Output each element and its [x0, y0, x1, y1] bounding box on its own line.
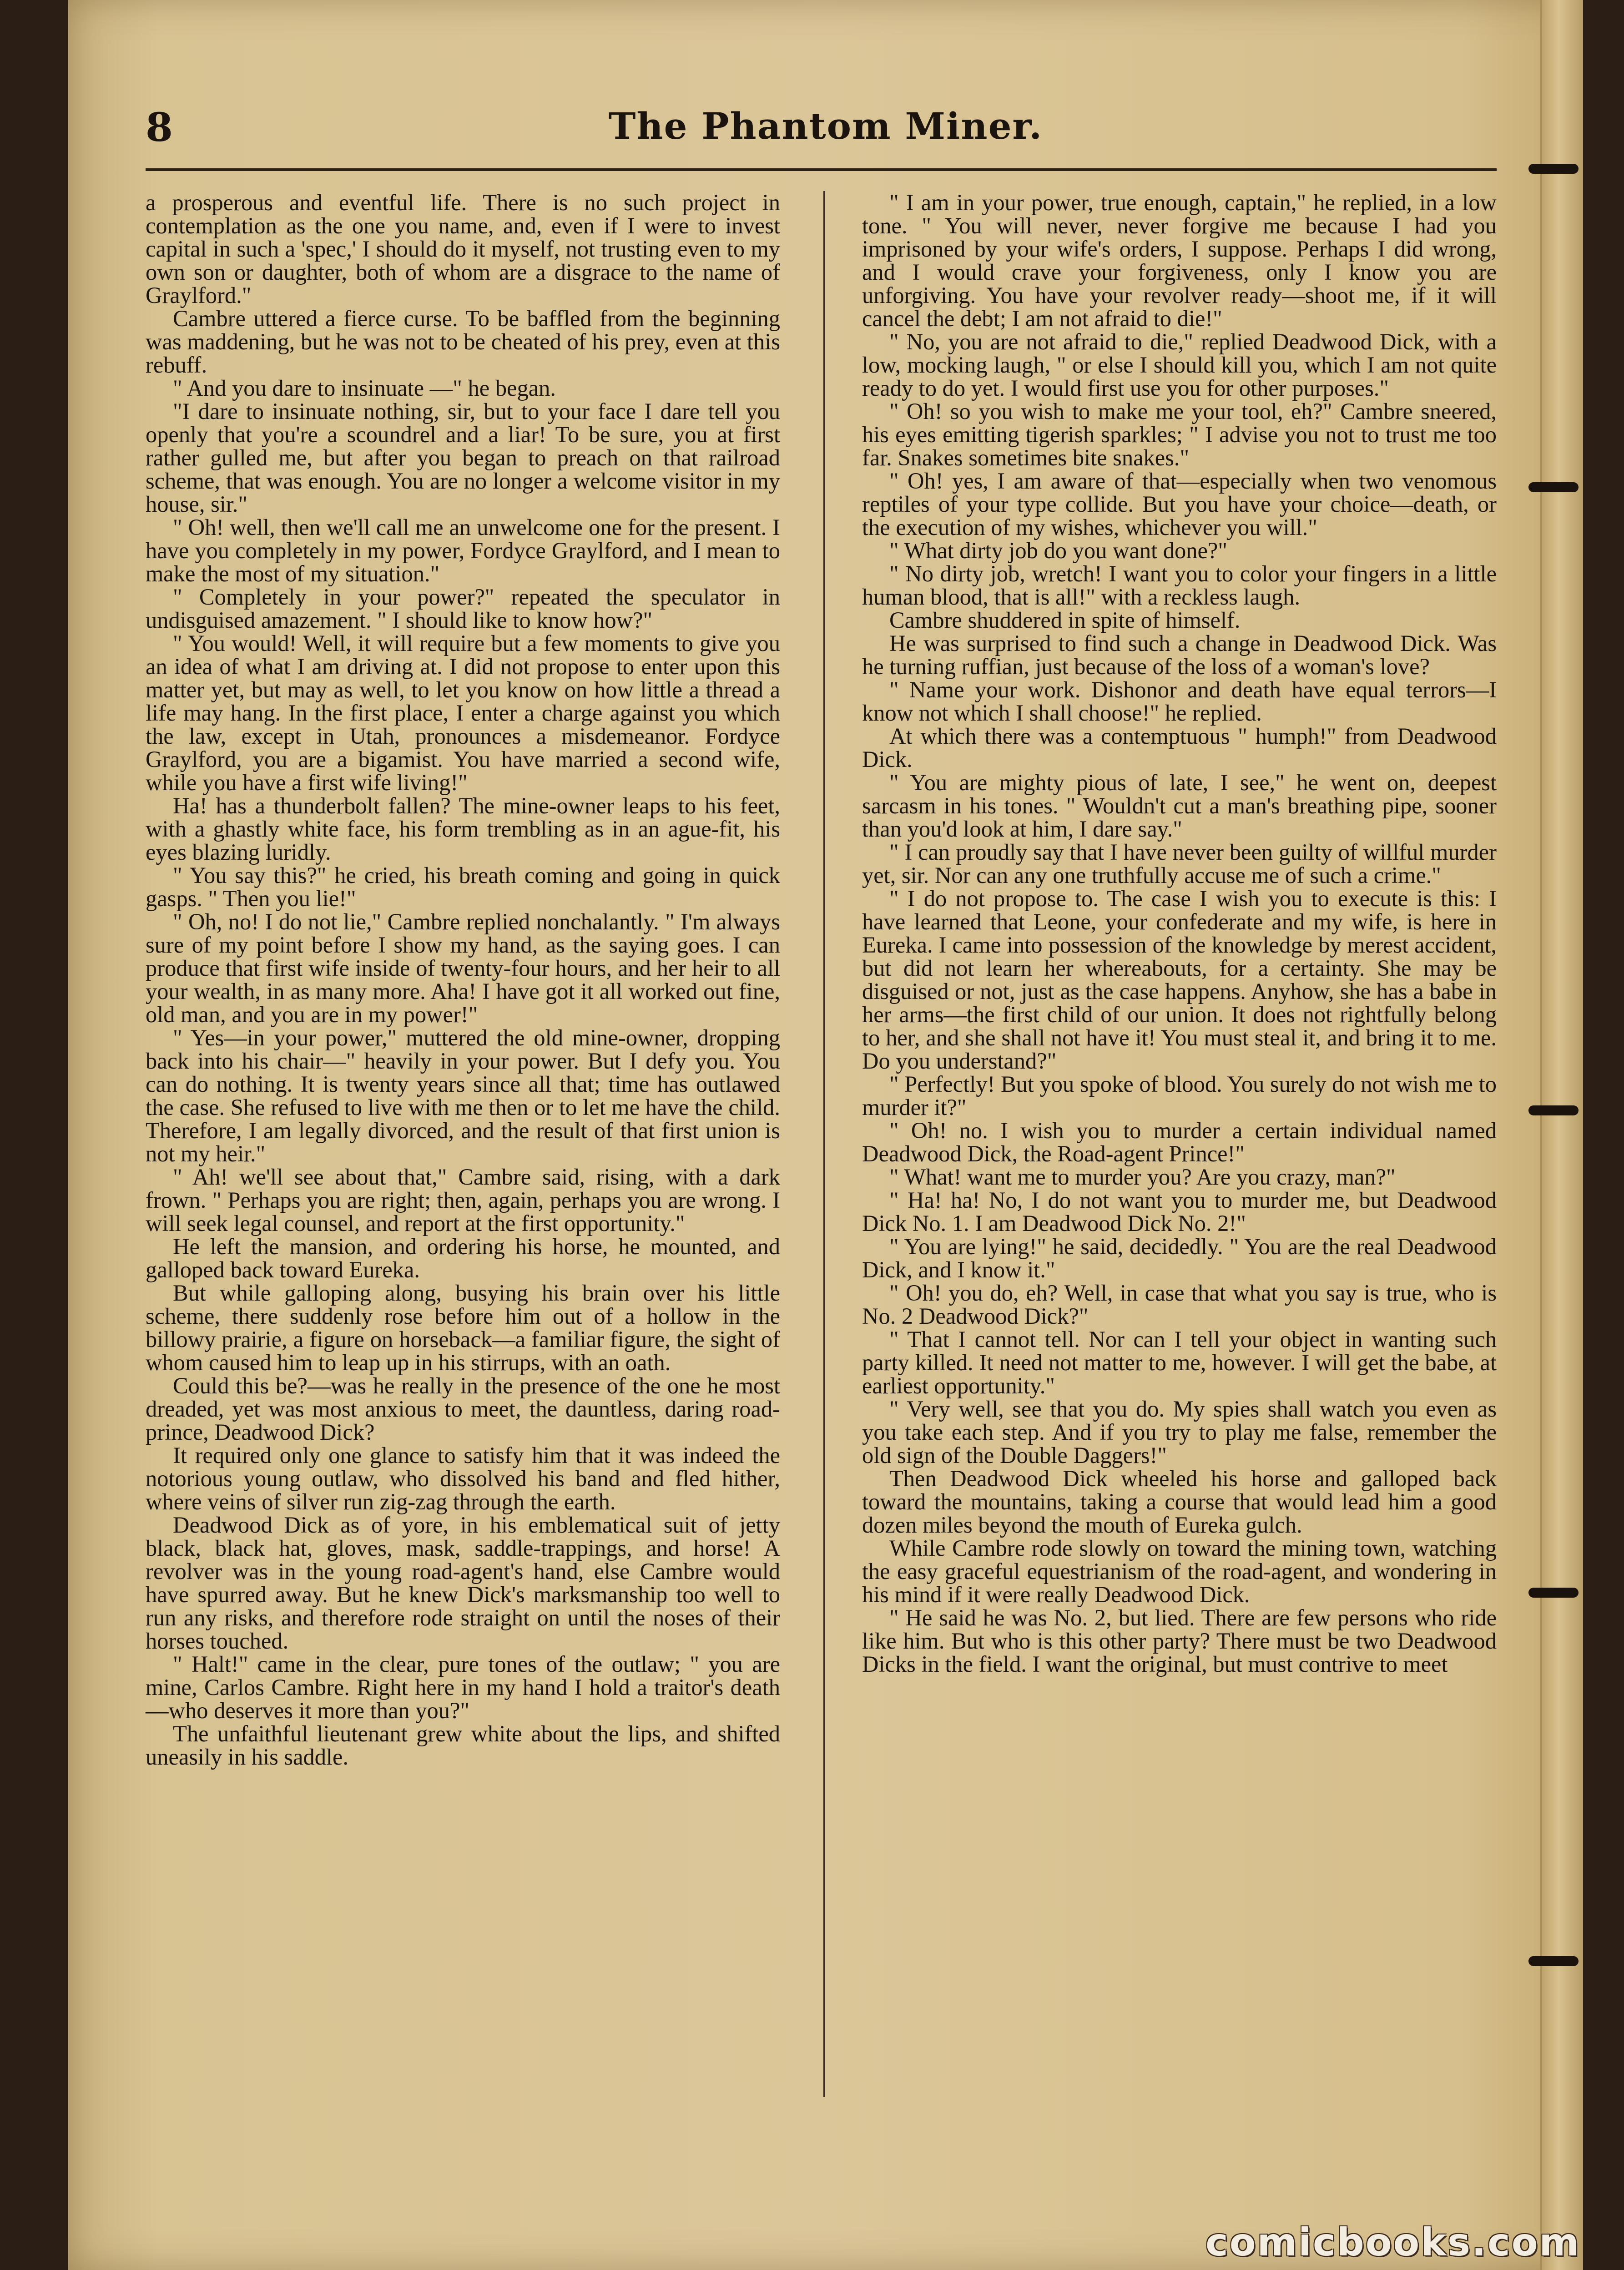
paragraph: " You are lying!" he said, decidedly. " You are the real Deadwood Dick, and I know it.": [862, 1234, 1497, 1282]
page-header: [68, 105, 1583, 159]
paragraph: " Ha! ha! No, I do not want you to murder me, but Deadwood Dick No. 1. I am Deadwood Dick No. 2!": [862, 1187, 1497, 1236]
paragraph: " What! want me to murder you? Are you crazy, man?": [889, 1164, 1396, 1190]
paragraph: While Cambre rode slowly on toward the mining town, watching the easy graceful equestrianism of the road-agent, and wondering in his mind if it were really Deadwood Dick.: [862, 1535, 1497, 1607]
paragraph: " I am in your power, true enough, captain," he replied, in a low tone. " You will never, never forgive me because I had you imprisoned by your wife's orders, I suppose. Perhaps I did wrong, and I would crave your forgiveness, only I know you are unforgiving. You have your revolver ready—shoot me, if it will cancel the debt; I am not afraid to die!": [862, 190, 1497, 331]
paragraph: " You are mighty pious of late, I see," he went on, deepest sarcasm in his tones. " Wouldn't cut a man's breathing pipe, sooner than you'd look at him, I dare say.": [862, 770, 1497, 842]
paragraph: Cambre shuddered in spite of himself.: [889, 607, 1241, 633]
column-divider: [823, 191, 825, 2097]
paragraph: It required only one glance to satisfy him that it was indeed the notorious young outlaw, who dissolved his band and fled hither, where veins of silver run zig-zag through the earth.: [146, 1443, 780, 1514]
header-rule: [146, 168, 1497, 171]
paragraph: The unfaithful lieutenant grew white about the lips, and shifted uneasily in his saddle.: [146, 1721, 780, 1770]
paragraph: a prosperous and eventful life. There is no such project in contemplation as the one you name, and, even if I were to invest capital in such a 'spec,' I should do it myself, not trusting even to my own son or daughter, both of whom are a disgrace to the name of Graylford.": [146, 190, 780, 308]
paragraph: " You say this?" he cried, his breath coming and going in quick gasps. " Then you lie!": [146, 863, 780, 911]
paragraph: " What dirty job do you want done?": [889, 538, 1227, 563]
paragraph: He left the mansion, and ordering his horse, he mounted, and galloped back toward Eureka.: [146, 1234, 780, 1282]
paragraph: " Very well, see that you do. My spies shall watch you even as you take each step. And if you try to play me false, remember the old sign of the Double Daggers!": [862, 1396, 1497, 1468]
binding-stitch: [1528, 164, 1579, 174]
paragraph: Deadwood Dick as of yore, in his emblematical suit of jetty black, black hat, gloves, mask, saddle-trappings, and horse! A revolver was in the young road-agent's hand, else Cambre would have spurred away. But he knew Dick's marksmanship too well to run any risks, and therefore rode straight on until the noses of their horses touched.: [146, 1512, 780, 1654]
paragraph: " I do not propose to. The case I wish you to execute is this: I have learned that Leone, your confederate and my wife, is here in Eureka. I came into possession of the knowledge by merest accident, but did not learn her whereabouts, for a certainty. She may be disguised or not, just as the case happens. Anyhow, she has a babe in her arms—the first child of our union. It does not rightfully belong to her, and she shall not have it! You must steal it, and bring it to me. Do you understand?": [862, 886, 1497, 1074]
left-text-column: [146, 191, 780, 1769]
right-text-column: [862, 191, 1497, 1676]
paragraph: "I dare to insinuate nothing, sir, but to your face I dare tell you openly that you're a scoundrel and a liar! To be sure, you at first rather gulled me, but after you began to preach on that railroad scheme, that was enough. You are no longer a welcome visitor in my house, sir.": [146, 399, 780, 517]
paragraph: " And you dare to insinuate —" he began.: [173, 375, 556, 401]
paragraph: " He said he was No. 2, but lied. There are few persons who ride like him. But who is this other party? There must be two Deadwood Dicks in the field. I want the original, but must contrive to meet: [862, 1605, 1497, 1677]
paragraph: " Perfectly! But you spoke of blood. You surely do not wish me to murder it?": [862, 1071, 1497, 1120]
paragraph: " I can proudly say that I have never been guilty of willful murder yet, sir. Nor can any one truthfully accuse me of such a crime.": [862, 839, 1497, 888]
paragraph: Ha! has a thunderbolt fallen? The mine-owner leaps to his feet, with a ghastly white face, his form trembling as in an ague-fit, his eyes blazing luridly.: [146, 793, 780, 865]
paragraph: " Oh! you do, eh? Well, in case that what you say is true, who is No. 2 Deadwood Dick?": [862, 1280, 1497, 1329]
paragraph: Then Deadwood Dick wheeled his horse and galloped back toward the mountains, taking a course that would lead him a good dozen miles beyond the mouth of Eureka gulch.: [862, 1466, 1497, 1538]
magazine-page: [68, 0, 1583, 2270]
paragraph: " Ah! we'll see about that," Cambre said, rising, with a dark frown. " Perhaps you are right; then, again, perhaps you are wrong. I will seek legal counsel, and report at the first opportunity.": [146, 1164, 780, 1236]
paragraph: But while galloping along, busying his brain over his little scheme, there suddenly rose before him out of a hollow in the billowy prairie, a figure on horseback—a familiar figure, the sight of whom caused him to leap up in his stirrups, with an oath.: [146, 1280, 780, 1375]
watermark-logo: comicbooks.com: [1205, 2220, 1580, 2265]
paragraph: " Yes—in your power," muttered the old mine-owner, dropping back into his chair—" heavily in your power. But I defy you. You can do nothing. It is twenty years since all that; time has outlawed the case. She refused to live with me then or to let me have the child. Therefore, I am legally divorced, and the result of that first union is not my heir.": [146, 1025, 780, 1166]
paragraph: " Halt!" came in the clear, pure tones of the outlaw; " you are mine, Carlos Cambre. Right here in my hand I hold a traitor's death—who deserves it more than you?": [146, 1651, 780, 1723]
paragraph: " Oh! well, then we'll call me an unwelcome one for the present. I have you completely in my power, Fordyce Graylford, and I mean to make the most of my situation.": [146, 515, 780, 586]
paragraph: Could this be?—was he really in the presence of the one he most dreaded, yet was most anxious to meet, the dauntless, daring road-prince, Deadwood Dick?: [146, 1373, 780, 1445]
paragraph: " You would! Well, it will require but a few moments to give you an idea of what I am driving at. I did not propose to enter upon this matter yet, but may as well, to let you know on how little a thread a life may hang. In the first place, I enter a charge against you which the law, except in Utah, pronounces a misdemeanor. Fordyce Graylford, you are a bigamist. You have married a second wife, while you have a first wife living!": [146, 631, 780, 795]
paragraph: " No, you are not afraid to die," replied Deadwood Dick, with a low, mocking laugh, " or else I should kill you, which I am not quite ready to do yet. I would first use you for other purposes.": [862, 329, 1497, 401]
page-spine: [1540, 0, 1583, 2270]
paragraph: " Oh, no! I do not lie," Cambre replied nonchalantly. " I'm always sure of my point before I show my hand, as the saying goes. I can produce that first wife inside of twenty-four hours, and her heir to all your wealth, in as many more. Aha! I have got it all worked out fine, old man, and you are in my power!": [146, 909, 780, 1027]
paragraph: " Oh! yes, I am aware of that—especially when two venomous reptiles of your type collide. But you have your choice—death, or the execution of my wishes, whichever you will.": [862, 468, 1497, 540]
paragraph: He was surprised to find such a change in Deadwood Dick. Was he turning ruffian, just because of the loss of a woman's love?: [862, 631, 1497, 679]
binding-stitch: [1528, 482, 1579, 492]
running-title: The Phantom Miner.: [608, 105, 1043, 147]
binding-stitch: [1528, 1956, 1579, 1966]
paragraph: " Oh! so you wish to make me your tool, eh?" Cambre sneered, his eyes emitting tigerish sparkles; " I advise you not to trust me too far. Snakes sometimes bite snakes.": [862, 399, 1497, 470]
page-number: 8: [146, 105, 173, 151]
paragraph: " That I cannot tell. Nor can I tell your object in wanting such party killed. It need not matter to me, however. I will get the babe, at earliest opportunity.": [862, 1327, 1497, 1398]
paragraph: " Name your work. Dishonor and death have equal terrors—I know not which I shall choose!" he replied.: [862, 677, 1497, 726]
paragraph: " Completely in your power?" repeated the speculator in undisguised amazement. " I should like to know how?": [146, 584, 780, 633]
paragraph: At which there was a contemptuous " humph!" from Deadwood Dick.: [862, 723, 1497, 772]
paragraph: " No dirty job, wretch! I want you to color your fingers in a little human blood, that is all!" with a reckless laugh.: [862, 561, 1497, 610]
paragraph: Cambre uttered a fierce curse. To be baffled from the beginning was maddening, but he was not to be cheated of his prey, even at this rebuff.: [146, 306, 780, 378]
binding-stitch: [1528, 1588, 1579, 1598]
paragraph: " Oh! no. I wish you to murder a certain individual named Deadwood Dick, the Road-agent Prince!": [862, 1118, 1497, 1166]
binding-stitch: [1528, 1105, 1579, 1115]
